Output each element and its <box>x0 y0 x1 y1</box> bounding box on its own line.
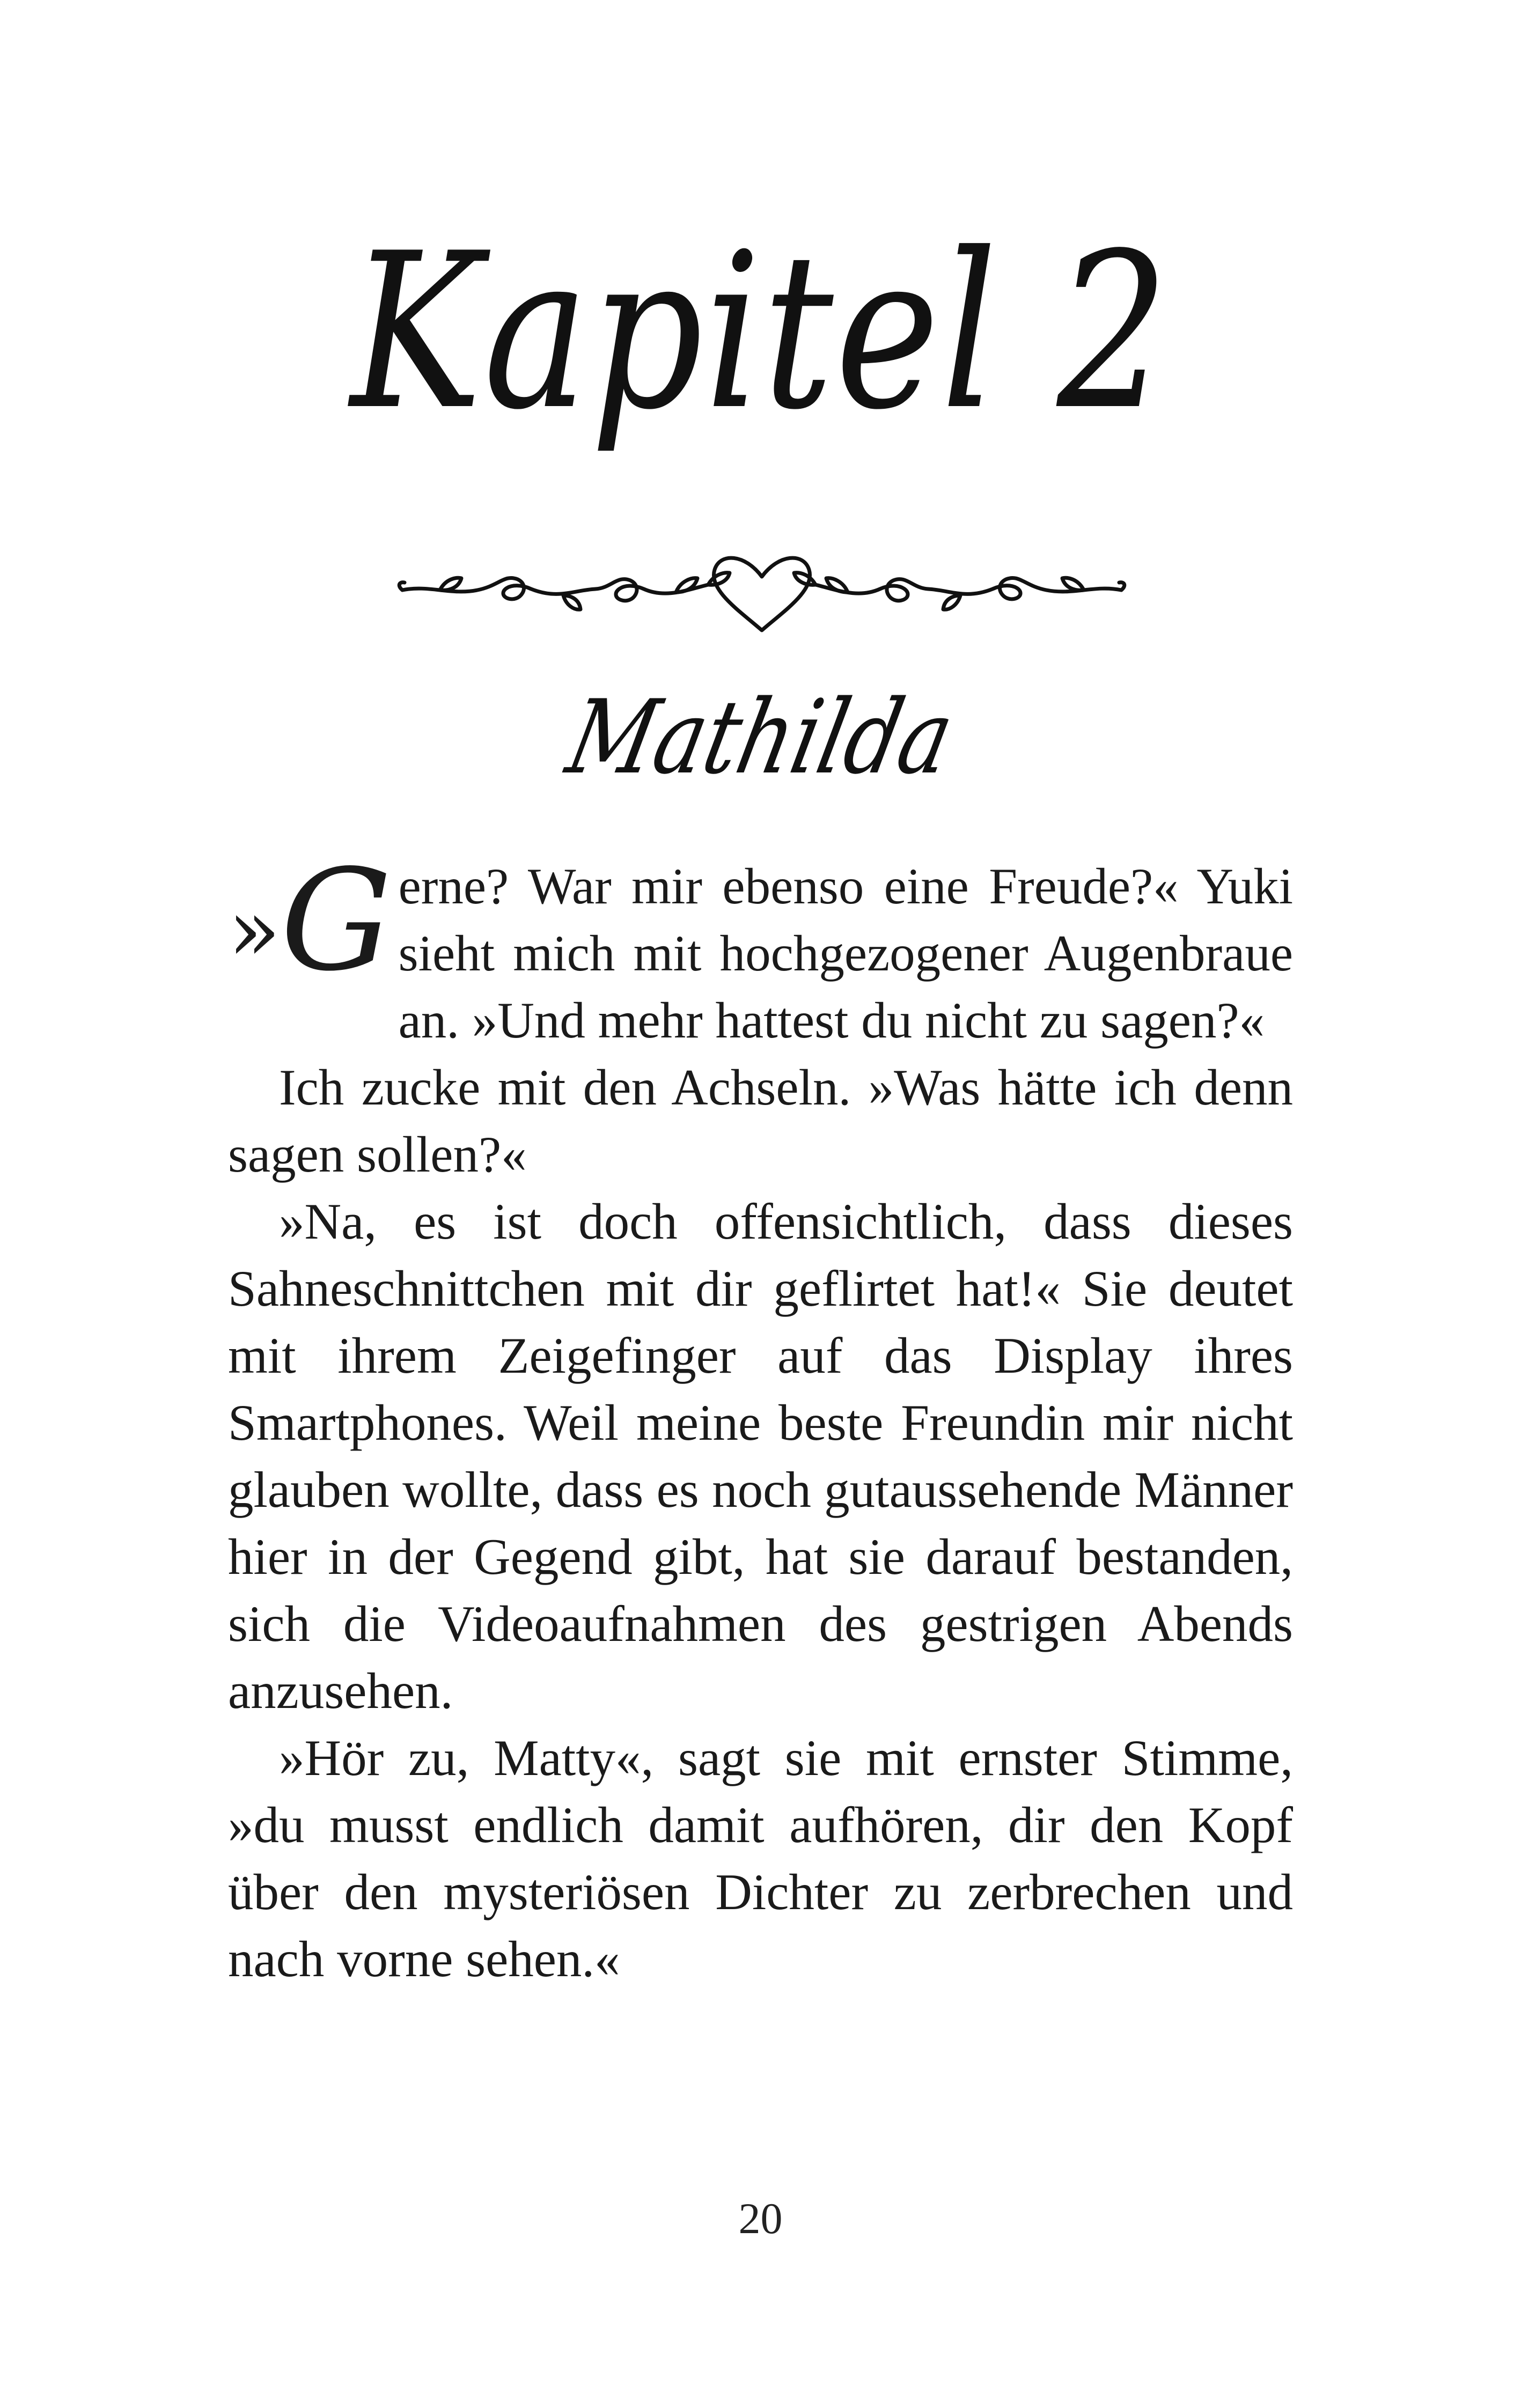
chapter-body <box>228 840 1293 1993</box>
drop-cap <box>228 840 392 1002</box>
paragraph-3: »Na, es ist doch offensichtlich, dass dieses Sahneschnittchen mit dir geflirtet hat!« Sie deutet mit ihrem Zeigefinger auf das Display ihres Smartphones. Weil meine beste Freundin mir nicht glauben wollte, dass es noch gutaussehende Männer hier in der Gegend gibt, hat sie darauf bestanden, sich die Videoaufnahmen des gestrigen Abends anzusehen. <box>228 1193 1293 1719</box>
paragraph-4: »Hör zu, Matty«, sagt sie mit ernster Stimme, »du musst endlich damit aufhören, dir den Kopf über den mysteriösen Dichter zu zerbrechen und nach vorne sehen.« <box>228 1729 1293 1987</box>
pov-character-name: Mathilda <box>558 678 963 797</box>
paragraph-2: Ich zucke mit den Achseln. »Was hätte ich denn sagen sollen?« <box>228 1059 1293 1183</box>
page-number: 20 <box>738 2194 783 2243</box>
chapter-title: Kapitel 2 <box>350 208 1171 457</box>
vine-heart-divider-icon <box>386 536 1137 644</box>
paragraph-1 <box>228 840 1293 1054</box>
drop-cap-quote: » <box>228 880 281 980</box>
paragraph-1-text: erne? War mir ebenso eine Freude?« Yuki sieht mich mit hochgezogener Augenbraue an. »Und mehr hattest du nicht zu sagen?« <box>398 858 1293 1049</box>
drop-cap-letter: G <box>280 840 392 1002</box>
